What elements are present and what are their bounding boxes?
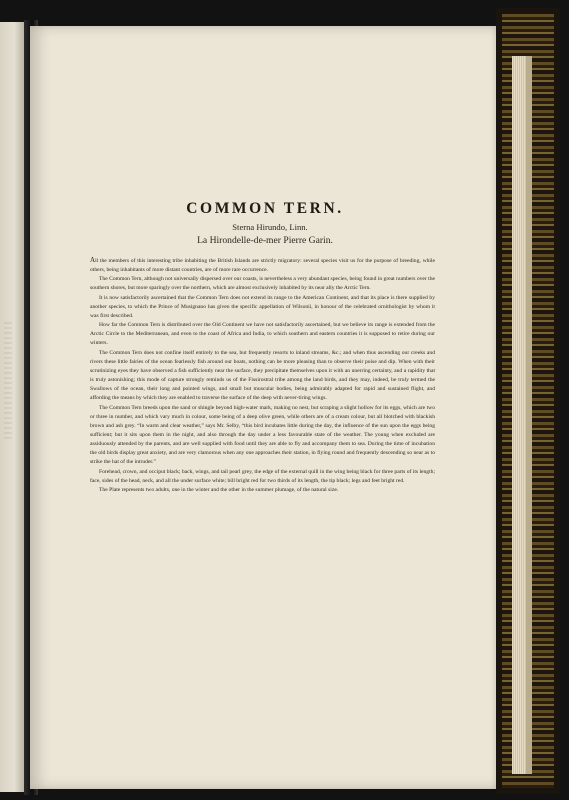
paragraph: All the members of this interesting tribe inhabiting the British Islands are strictly migratory: several species visit us for the purpose of breeding, while others, being inhabitants of more distant countries, are of more rare occurrence. [90,256,435,274]
paragraph: The Common Tern does not confine itself entirely to the sea, but frequently resorts to inland streams, &c.; and when thus ascending our creeks and rivers these little fairies of the ocean fearlessly fish around our boats, nothing can be more pleasing than to observe their poise and dip. When with their scrutinizing eyes they have observed a fish sufficiently near the surface, they precipitate themselves upon it with an unerring certainty, and a rapidity that is truly astonishing; this mode of capture strongly reminds us of the Fissirostral tribe among the land birds, and they may, indeed, be truly termed the Swallows of the ocean, their long and pointed wings, and small but muscular bodies, being admirably adapted for rapid and sustained flight, and affording the means by which they are enabled to traverse the surface of the deep with never-tiring wings. [90,349,435,402]
paragraph: It is now satisfactorily ascertained that the Common Tern does not extend its range to the American Continent, and that its place is there supplied by another species, to which the Prince of Musignano has given the specific appellation of Wilsonii, in honour of the celebrated ornithologist by whom it was first described. [90,294,435,319]
paragraph: Forehead, crown, and occiput black; back, wings, and tail pearl grey, the edge of the external quill in the wing being black for three parts of its length; face, sides of the head, neck, and all the under surface white; bill bright red for two thirds of its length, the tip black; legs and feet bright red. [90,468,435,484]
page-block [512,56,526,774]
page-block-edge [526,56,532,774]
paragraph: The Common Tern breeds upon the sand or shingle beyond high-water mark, making no nest, but scraping a slight hollow for its eggs, which are two or three in number, and which vary much in colour, some being of a deep olive green, while others are of a cream colour, but all blotched with blackish brown and ash grey. “In warm and clear weather,” says Mr. Selby, “this bird incubates little during the day, the influence of the sun upon the eggs being sufficient; but it sits upon them in the night, and also through the day under a less favourable state of the weather. The young when excluded are assiduously attended by the parents, and are well supplied with food until they are able to fly and accompany them to sea. During the time of incubation the old birds display great anxiety, and are very clamorous when any one approaches their station, in flying round and frequently descending so near as to strike the hat of the intruder.” [90,404,435,466]
french-name: La Hirondelle-de-mer Pierre Garin. [197,235,333,246]
left-page-show-through [4,322,12,442]
body-text [90,256,435,495]
page-title: COMMON TERN. [186,200,344,217]
latin-name [150,222,390,232]
latin-name-text: Sterna Hirundo, Linn. [232,222,308,232]
paragraph: How far the Common Tern is distributed over the Old Continent we have not satisfactorily ascertained, but we believe its range is extended from the Arctic Circle to the Mediterranean, and even to the coast of Africa and India, to which southern and eastern countries it is supposed to retire during our winters. [90,322,435,347]
left-page-edge [0,22,24,792]
paragraph: The Plate represents two adults, one in the winter and the other in the summer plumage, of the natural size. [99,486,339,493]
paragraph: The Common Tern, although not universally dispersed over our coasts, is nevertheless a very abundant species, being found in great numbers over the southern shores, but more sparingly over the northern, which are almost exclusively inhabited by its near ally the Arctic Tern. [90,276,435,292]
